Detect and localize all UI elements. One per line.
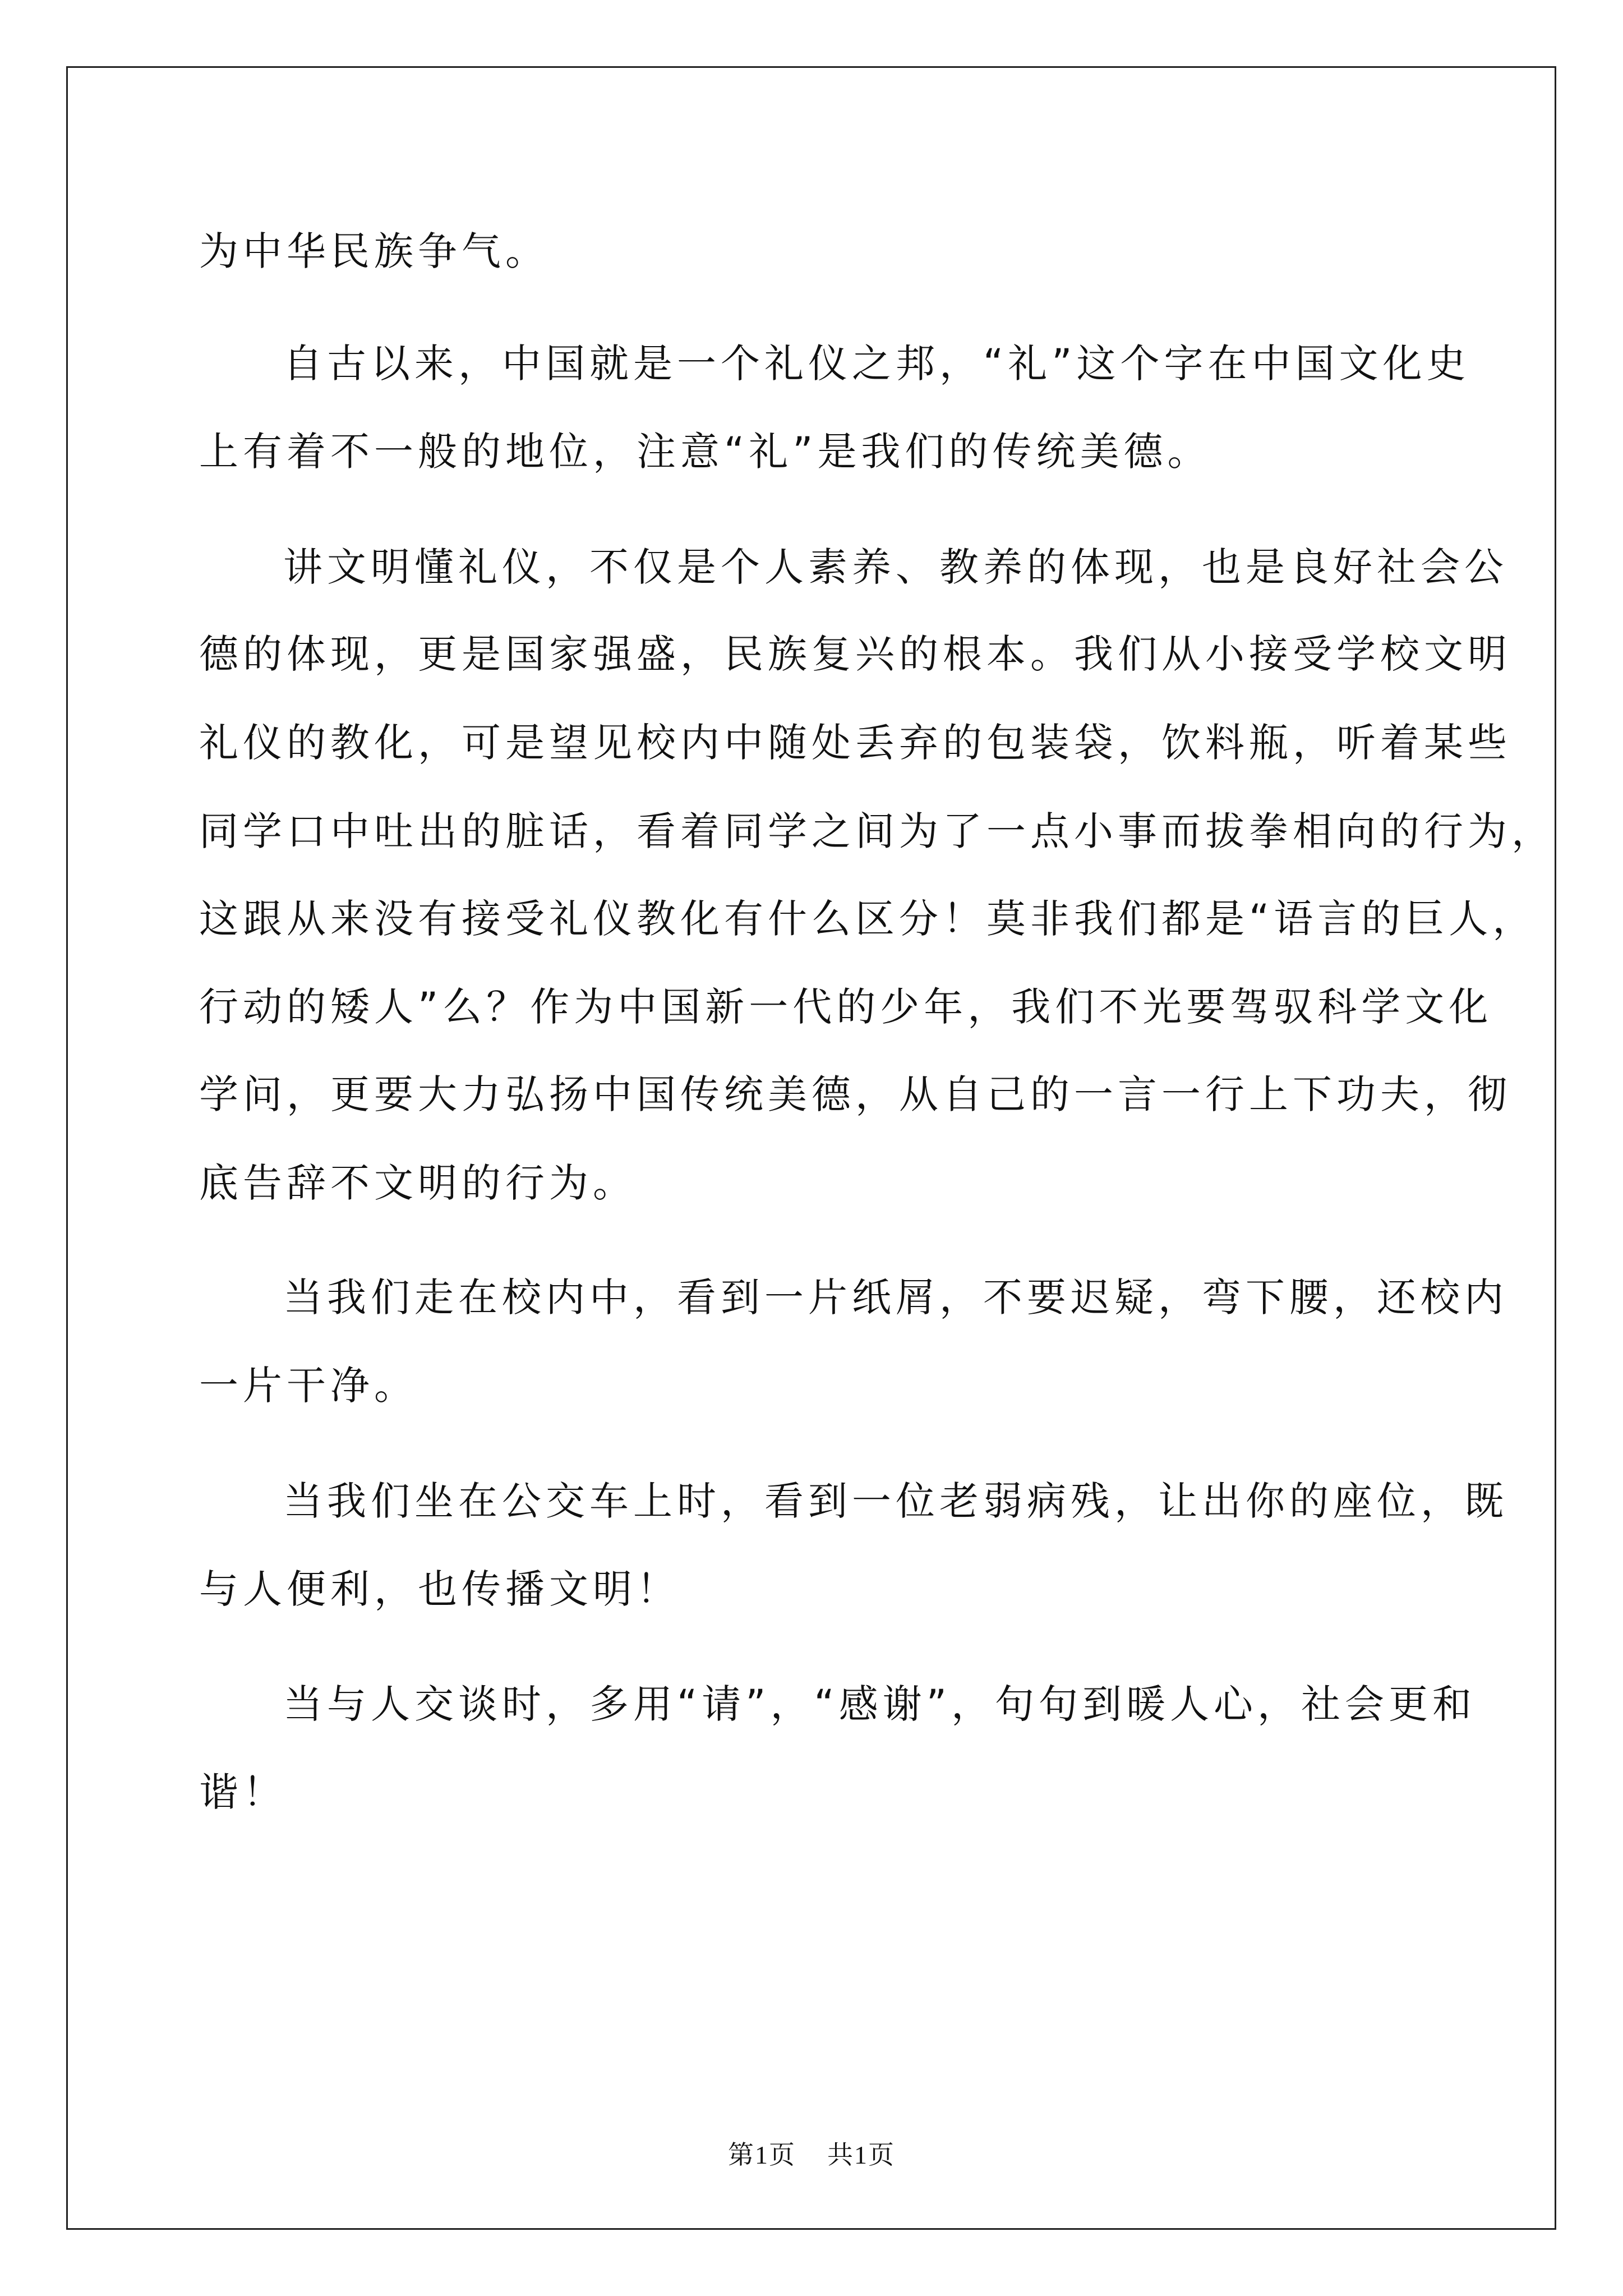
paragraph-first-line: 当我们坐在公交车上时，看到一位老弱病残，让出你的座位，既 bbox=[283, 1478, 1508, 1524]
paragraph-first-line: 讲文明懂礼仪，不仅是个人素养、教养的体现，也是良好社会公 bbox=[283, 544, 1508, 590]
text-line: 上有着不一般的地位，注意“礼”是我们的传统美德。 bbox=[199, 429, 1211, 475]
page-footer bbox=[0, 2139, 1623, 2171]
text-line: 为中华民族争气。 bbox=[199, 228, 549, 274]
text-line: 学问，更要大力弘扬中国传统美德，从自己的一言一行上下功夫，彻 bbox=[199, 1071, 1511, 1117]
page-total: 共1页 bbox=[827, 2141, 895, 2169]
text-line: 同学口中吐出的脏话，看着同学之间为了一点小事而拔拳相向的行为， bbox=[199, 808, 1555, 854]
text-line: 这跟从来没有接受礼仪教化有什么区分！莫非我们都是“语言的巨人， bbox=[199, 896, 1537, 942]
text-line: 礼仪的教化，可是望见校内中随处丢弃的包装袋，饮料瓶，听着某些 bbox=[199, 720, 1511, 766]
paragraph-first-line: 自古以来，中国就是一个礼仪之邦，“礼”这个字在中国文化史 bbox=[283, 341, 1470, 386]
text-line: 谐！ bbox=[199, 1769, 287, 1815]
text-line: 行动的矮人”么？作为中国新一代的少年，我们不光要驾驭科学文化 bbox=[199, 984, 1493, 1030]
page-number: 第1页 bbox=[728, 2141, 796, 2169]
text-line: 与人便利，也传播文明！ bbox=[199, 1566, 680, 1612]
paragraph-first-line: 当我们走在校内中，看到一片纸屑，不要迟疑，弯下腰，还校内 bbox=[283, 1274, 1508, 1320]
paragraph-first-line: 当与人交谈时，多用“请”，“感谢”，句句到暖人心，社会更和 bbox=[283, 1681, 1477, 1727]
text-line: 底告辞不文明的行为。 bbox=[199, 1160, 637, 1206]
text-line: 一片干净。 bbox=[199, 1363, 418, 1409]
text-line: 德的体现，更是国家强盛，民族复兴的根本。我们从小接受学校文明 bbox=[199, 631, 1511, 677]
